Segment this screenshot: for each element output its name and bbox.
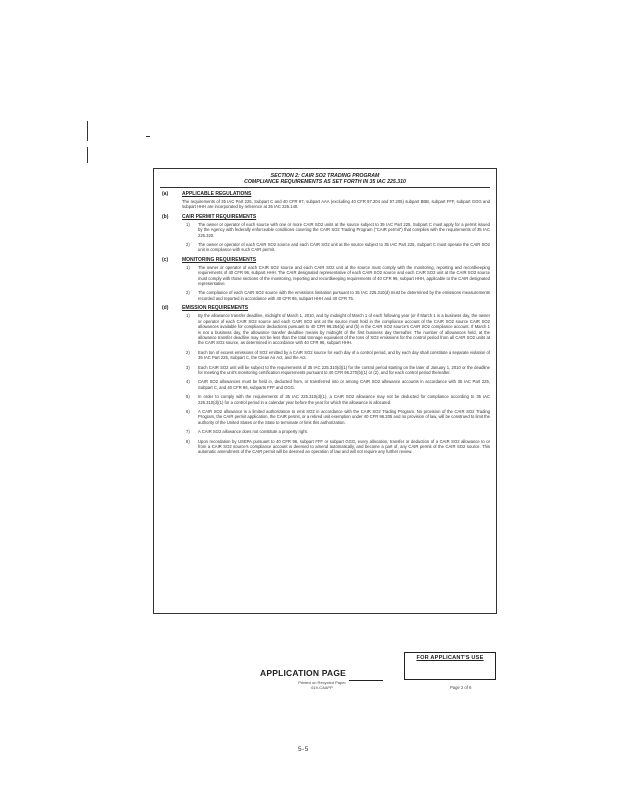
item-text: Upon recordation by USEPA pursuant to 40 CFR 96, subpart FFF or subpart GGG, every allocation, transfer or deduction of a CAIR SO2 allowance to or from a CAIR SO2 source's compliance account is deemed to amend automatically, and become a part of, any CAIR permit of the CAIR SO2 source. This automatic amendment of the CAIR permit will be deemed an operation of law and will not require any further review. — [198, 438, 490, 455]
application-page-label: APPLICATION PAGE — [260, 668, 347, 678]
item-number: 2) — [186, 290, 190, 296]
item-number: 3) — [186, 364, 190, 370]
list-item — [160, 429, 490, 434]
scan-mark-left-upper — [87, 121, 88, 141]
item-text: The compliance of each CAIR SO2 source with the emissions limitation pursuant to 35 IAC 225.310(d) must be determined by the emissions measurements recorded and reported in accordance with 40 CFR 96, subpart HHH and 40 CFR 75. — [198, 290, 490, 301]
compliance-requirements-sheet — [153, 168, 497, 614]
section-label: (b) — [162, 213, 169, 220]
list-item — [160, 394, 490, 405]
item-number: 1) — [186, 221, 190, 227]
item-number: 4) — [186, 379, 190, 385]
section-heading: MONITORING REQUIREMENTS — [182, 256, 257, 263]
section-title: SECTION 2: CAIR SO2 TRADING PROGRAM — [270, 173, 380, 179]
section-paragraph: The requirements of 35 IAC Part 225, Subpart C and 40 CFR 97, subpart AAA (excluding 40 CFR 97.204 and 97.205) subpart BBB, subpart FFF, subpart GGG and subpart HHH are incorporated by reference at 35 IAC 225.140. — [182, 199, 490, 210]
section-applicable-regulations — [160, 191, 490, 210]
section-emission-requirements — [160, 305, 490, 455]
applicant-use-box[interactable] — [404, 652, 496, 680]
item-number: 8) — [186, 438, 190, 444]
section-heading: CAIR PERMIT REQUIREMENTS — [182, 213, 257, 220]
item-text: In order to comply with the requirements of 35 IAC 225.310(d)(1), a CAIR SO2 allowance may not be deducted for compliance according to 35 IAC 225.310(d)(1) for a control period in a calendar year before the year for which the allowance is allocated. — [198, 394, 490, 405]
item-text: The owner or operator of each source with one or more CAIR SO2 units at the source subject to 35 IAC Part 225, Subpart C must apply for a permit issued by the Agency with federally enforceable conditions covering the CAIR SO2 Trading Program ("CAIR permit") that complies with the requirements of 35 IAC 225.320. — [198, 221, 490, 238]
section-cair-permit-requirements — [160, 214, 490, 253]
item-text: Each ton of excess emissions of SO2 emitted by a CAIR SO2 source for each day of a control period, and by each day shall constitute a separate violation of 35 IAC Part 225, Subpart C, the Clean Air Act, and the Act. — [198, 349, 490, 361]
item-text: Each CAIR SO2 unit will be subject to the requirements of 35 IAC 225.310(d)(1) for the control period starting on the later of January 1, 2010 or the deadline for meeting the unit's monitoring certification requirements pursuant to 40 CFR 96.270(b)(1) or (2), and for each control period thereafter. — [198, 364, 490, 375]
list-item — [160, 379, 490, 390]
section-label: (a) — [162, 191, 169, 197]
item-number: 2) — [186, 242, 190, 248]
item-number: 6) — [186, 408, 190, 414]
item-number: 1) — [186, 313, 190, 319]
list-item — [160, 265, 490, 287]
item-text: By the allowance transfer deadline, midnight of March 1, 2010, and by midnight of March 1 of each following year (or if March 1 is a business day, the owner or operator of each CAIR SO2 source and each CAIR SO2 unit at the source must hold in the compliance account of the CAIR SO2 source CAIR SO2 allowances available for compliance deductions pursuant to 40 CFR 96.254(a) and (b) in the CAIR SO2 source's CAIR SO2 compliance account. If March 1 is not a business day, the allowance transfer deadline means by midnight of the first business day thereafter. The number of allowances held, at the allowance transfer deadline may not be less than the total tonnage equivalent of the tons of SO2 emissions for the control period from all CAIR SO2 units at the CAIR SO2 source, as determined in accordance with 40 CFR 96, subpart HHH. — [198, 313, 490, 346]
item-text: A CAIR SO2 allowance does not constitute a property right. — [198, 429, 308, 435]
section-monitoring-requirements — [160, 257, 490, 301]
list-item — [160, 242, 490, 253]
section-label: (c) — [162, 256, 169, 263]
printed-note-line1: Printed on Recycled Paper — [298, 680, 346, 685]
bottom-page-number: 5-5 — [298, 746, 309, 753]
item-text: The owner or operator of each CAIR SO2 source and each CAIR SO2 unit at the source must comply with the monitoring, reporting and recordkeeping requirements of 40 CFR 96, subpart HHH. The CAIR designated representative of each CAIR SO2 source and each CAIR SO2 unit at the CAIR SO2 source must comply with those sections of the monitoring, reporting and recordkeeping requirements of 40 CFR 96, subpart HHH, applicable to the CAIR designated representative. — [198, 264, 490, 287]
scan-mark-left-lower — [87, 147, 88, 163]
item-number: 1) — [186, 264, 190, 270]
page-of-indicator: Page 2 of 6 — [450, 685, 472, 690]
item-number: 2) — [186, 349, 190, 355]
item-text: CAIR SO2 allowances must be held in, deducted from, or transferred into or among CAIR SO2 allowance accounts in accordance with 35 IAC Part 225, Subpart C, and 40 CFR 96, subparts FFF and GGG. — [198, 379, 490, 390]
item-text: A CAIR SO2 allowance is a limited authorization to emit SO2 in accordance with the CAIR SO2 Trading Program. No provision of the CAIR SO2 Trading Program, the CAIR permit application, the CAIR permit, or a retired unit exemption under 40 CFR 96.205 and no provision of law, will be construed to limit the authority of the United States or the State to terminate or limit this authorization. — [198, 408, 490, 425]
list-item — [160, 222, 490, 238]
item-text: The owner or operator of each CAIR SO2 source and each CAIR SO2 unit at the source subject to 35 IAC Part 225, Subpart C must operate the CAIR SO2 unit in compliance with such CAIR permit. — [198, 242, 490, 253]
list-item — [160, 365, 490, 376]
section-heading: EMISSION REQUIREMENTS — [182, 305, 249, 312]
section-subtitle: COMPLIANCE REQUIREMENTS AS SET FORTH IN 35 IAC 225.310 — [160, 179, 490, 188]
printed-note — [282, 680, 362, 690]
list-item — [160, 350, 490, 361]
section-heading: APPLICABLE REGULATIONS — [182, 191, 252, 197]
item-number: 7) — [186, 429, 190, 435]
list-item — [160, 439, 490, 455]
list-item — [160, 409, 490, 425]
section-label: (d) — [162, 305, 169, 312]
list-item — [160, 290, 490, 301]
scan-mark-dash — [146, 136, 150, 137]
printed-note-line2: 619-CAAPP — [311, 685, 333, 690]
applicant-use-title: FOR APPLICANT'S USE — [416, 655, 484, 661]
list-item — [160, 313, 490, 345]
item-number: 5) — [186, 394, 190, 400]
application-page-block — [260, 663, 400, 681]
